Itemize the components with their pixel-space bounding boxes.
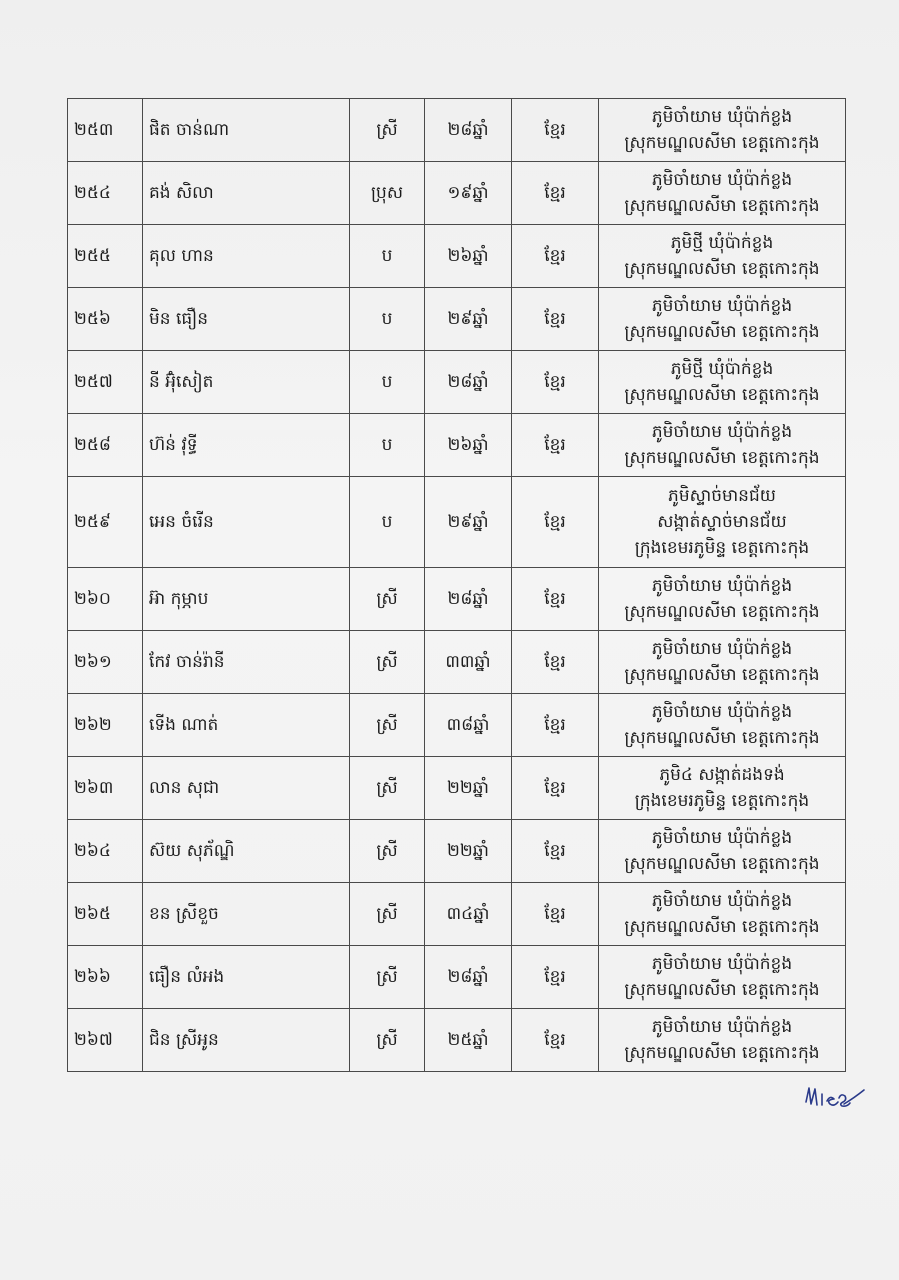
address-cell <box>599 225 846 288</box>
address-cell <box>599 631 846 694</box>
age-cell: ២៨ឆ្នាំ <box>425 946 512 1009</box>
address-line: ភូមិចាំយាម ឃុំប៉ាក់ខ្លង <box>651 828 793 848</box>
sex-cell: ស្រី <box>350 946 425 1009</box>
nationality-cell: ខ្មែរ <box>512 351 599 414</box>
address-line: ស្រុកមណ្ឌលសីមា ខេត្តកោះកុង <box>624 133 820 153</box>
nationality-cell: ខ្មែរ <box>512 477 599 568</box>
row-number: ២៥៦ <box>68 288 143 351</box>
address-cell <box>599 288 846 351</box>
address-line: ស្រុកមណ្ឌលសីមា ខេត្តកោះកុង <box>624 917 820 937</box>
document-sheet <box>67 98 845 1072</box>
address-line: ស្រុកមណ្ឌលសីមា ខេត្តកោះកុង <box>624 196 820 216</box>
address-cell <box>599 568 846 631</box>
age-cell: ២៨ឆ្នាំ <box>425 99 512 162</box>
address-line: ភូមិចាំយាម ឃុំប៉ាក់ខ្លង <box>651 639 793 659</box>
table-row <box>68 414 846 477</box>
address-line: ភូមិចាំយាម ឃុំប៉ាក់ខ្លង <box>651 296 793 316</box>
sex-cell: ប <box>350 225 425 288</box>
address-line: ស្រុកមណ្ឌលសីមា ខេត្តកោះកុង <box>624 448 820 468</box>
sex-cell: ស្រី <box>350 568 425 631</box>
table-row <box>68 99 846 162</box>
age-cell: ២៨ឆ្នាំ <box>425 568 512 631</box>
age-cell: ៣៤ឆ្នាំ <box>425 883 512 946</box>
address-cell <box>599 99 846 162</box>
table-row <box>68 288 846 351</box>
address-line: ភូមិថ្មី ឃុំប៉ាក់ខ្លង <box>670 233 774 253</box>
sex-cell: ស្រី <box>350 99 425 162</box>
table-row <box>68 631 846 694</box>
row-number: ២៦៤ <box>68 820 143 883</box>
person-name: កែវ ចាន់រ៉ានី <box>143 631 350 694</box>
row-number: ២៥៨ <box>68 414 143 477</box>
row-number: ២៥៩ <box>68 477 143 568</box>
table-row <box>68 351 846 414</box>
address-line: ស្រុកមណ្ឌលសីមា ខេត្តកោះកុង <box>624 385 820 405</box>
row-number: ២៦៦ <box>68 946 143 1009</box>
age-cell: ២៦ឆ្នាំ <box>425 414 512 477</box>
person-name: ជិន ស្រីអូន <box>143 1009 350 1072</box>
address-line: ភូមិចាំយាម ឃុំប៉ាក់ខ្លង <box>651 954 793 974</box>
row-number: ២៥៤ <box>68 162 143 225</box>
address-cell <box>599 820 846 883</box>
address-cell <box>599 477 846 568</box>
sex-cell: ស្រី <box>350 820 425 883</box>
sex-cell: ប <box>350 351 425 414</box>
address-line: ភូមិចាំយាម ឃុំប៉ាក់ខ្លង <box>651 107 793 127</box>
nationality-cell: ខ្មែរ <box>512 414 599 477</box>
age-cell: ២៨ឆ្នាំ <box>425 351 512 414</box>
age-cell: ២២ឆ្នាំ <box>425 820 512 883</box>
address-line: ភូមិចាំយាម ឃុំប៉ាក់ខ្លង <box>651 702 793 722</box>
table-row <box>68 757 846 820</box>
age-cell: ៣៣ឆ្នាំ <box>425 631 512 694</box>
person-name: នី អ៊ុំសៀត <box>143 351 350 414</box>
address-line: ភូមិចាំយាម ឃុំប៉ាក់ខ្លង <box>651 891 793 911</box>
age-cell: ២៥ឆ្នាំ <box>425 1009 512 1072</box>
address-line: ភូមិស្ទាច់មានជ័យ <box>668 486 776 506</box>
address-line: ភូមិចាំយាម ឃុំប៉ាក់ខ្លង <box>651 576 793 596</box>
sex-cell: ប <box>350 288 425 351</box>
address-cell <box>599 694 846 757</box>
address-line: ក្រុងខេមរភូមិន្ទ ខេត្តកោះកុង <box>634 791 810 811</box>
address-line: ភូមិចាំយាម ឃុំប៉ាក់ខ្លង <box>651 422 793 442</box>
table-row <box>68 477 846 568</box>
table-row <box>68 568 846 631</box>
nationality-cell: ខ្មែរ <box>512 162 599 225</box>
roster-body <box>68 99 846 1072</box>
table-row <box>68 225 846 288</box>
address-line: ស្រុកមណ្ឌលសីមា ខេត្តកោះកុង <box>624 259 820 279</box>
row-number: ២៥៥ <box>68 225 143 288</box>
person-name: ស៊យ សុភ័ណ្ឌិ <box>143 820 350 883</box>
age-cell: ៣៨ឆ្នាំ <box>425 694 512 757</box>
nationality-cell: ខ្មែរ <box>512 1009 599 1072</box>
age-cell: ២២ឆ្នាំ <box>425 757 512 820</box>
roster-table <box>67 98 846 1072</box>
sex-cell: ស្រី <box>350 694 425 757</box>
address-cell <box>599 351 846 414</box>
nationality-cell: ខ្មែរ <box>512 225 599 288</box>
address-line: ស្រុកមណ្ឌលសីមា ខេត្តកោះកុង <box>624 665 820 685</box>
table-row <box>68 162 846 225</box>
nationality-cell: ខ្មែរ <box>512 288 599 351</box>
row-number: ២៦៣ <box>68 757 143 820</box>
address-line: ភូមិ៤ សង្កាត់ដងទង់ <box>659 765 785 785</box>
sex-cell: ប <box>350 477 425 568</box>
nationality-cell: ខ្មែរ <box>512 631 599 694</box>
person-name: មិន ធឿន <box>143 288 350 351</box>
age-cell: ២៦ឆ្នាំ <box>425 225 512 288</box>
person-name: គុល ហាន <box>143 225 350 288</box>
sex-cell: ស្រី <box>350 883 425 946</box>
person-name: អ៊ា កុម្ភាប <box>143 568 350 631</box>
person-name: ហ៊ន់ វុទ្ធី <box>143 414 350 477</box>
row-number: ២៥៧ <box>68 351 143 414</box>
nationality-cell: ខ្មែរ <box>512 820 599 883</box>
address-line: ស្រុកមណ្ឌលសីមា ខេត្តកោះកុង <box>624 728 820 748</box>
sex-cell: ប <box>350 414 425 477</box>
table-row <box>68 883 846 946</box>
address-line: ភូមិថ្មី ឃុំប៉ាក់ខ្លង <box>670 359 774 379</box>
nationality-cell: ខ្មែរ <box>512 946 599 1009</box>
row-number: ២៥៣ <box>68 99 143 162</box>
address-line: ស្រុកមណ្ឌលសីមា ខេត្តកោះកុង <box>624 854 820 874</box>
nationality-cell: ខ្មែរ <box>512 99 599 162</box>
person-name: ផិត ចាន់ណា <box>143 99 350 162</box>
row-number: ២៦១ <box>68 631 143 694</box>
table-row <box>68 694 846 757</box>
address-cell <box>599 946 846 1009</box>
signature-scribble <box>800 1080 870 1116</box>
address-cell <box>599 414 846 477</box>
person-name: អេន ចំរើន <box>143 477 350 568</box>
address-line: ស្រុកមណ្ឌលសីមា ខេត្តកោះកុង <box>624 322 820 342</box>
nationality-cell: ខ្មែរ <box>512 757 599 820</box>
address-cell <box>599 757 846 820</box>
address-line: ស្រុកមណ្ឌលសីមា ខេត្តកោះកុង <box>624 1043 820 1063</box>
sex-cell: ស្រី <box>350 757 425 820</box>
age-cell: ២៩ឆ្នាំ <box>425 477 512 568</box>
address-line: សង្កាត់ស្ទាច់មានជ័យ <box>657 512 787 532</box>
sex-cell: ស្រី <box>350 631 425 694</box>
age-cell: ២៩ឆ្នាំ <box>425 288 512 351</box>
person-name: គង់ សិលា <box>143 162 350 225</box>
address-line: ក្រុងខេមរភូមិន្ទ ខេត្តកោះកុង <box>634 538 810 558</box>
row-number: ២៦២ <box>68 694 143 757</box>
address-line: ស្រុកមណ្ឌលសីមា ខេត្តកោះកុង <box>624 980 820 1000</box>
address-line: ភូមិចាំយាម ឃុំប៉ាក់ខ្លង <box>651 170 793 190</box>
sex-cell: ប្រុស <box>350 162 425 225</box>
table-row <box>68 820 846 883</box>
age-cell: ១៩ឆ្នាំ <box>425 162 512 225</box>
row-number: ២៦៥ <box>68 883 143 946</box>
address-cell <box>599 162 846 225</box>
person-name: ទើង ណាត់ <box>143 694 350 757</box>
row-number: ២៦៧ <box>68 1009 143 1072</box>
address-cell <box>599 1009 846 1072</box>
nationality-cell: ខ្មែរ <box>512 694 599 757</box>
person-name: ធឿន លំអង <box>143 946 350 1009</box>
address-line: ស្រុកមណ្ឌលសីមា ខេត្តកោះកុង <box>624 602 820 622</box>
sex-cell: ស្រី <box>350 1009 425 1072</box>
nationality-cell: ខ្មែរ <box>512 568 599 631</box>
table-row <box>68 946 846 1009</box>
row-number: ២៦០ <box>68 568 143 631</box>
address-line: ភូមិចាំយាម ឃុំប៉ាក់ខ្លង <box>651 1017 793 1037</box>
address-cell <box>599 883 846 946</box>
nationality-cell: ខ្មែរ <box>512 883 599 946</box>
person-name: លាន សុជា <box>143 757 350 820</box>
handwritten-initials <box>800 1080 870 1116</box>
person-name: ខន ស្រីខួច <box>143 883 350 946</box>
table-row <box>68 1009 846 1072</box>
